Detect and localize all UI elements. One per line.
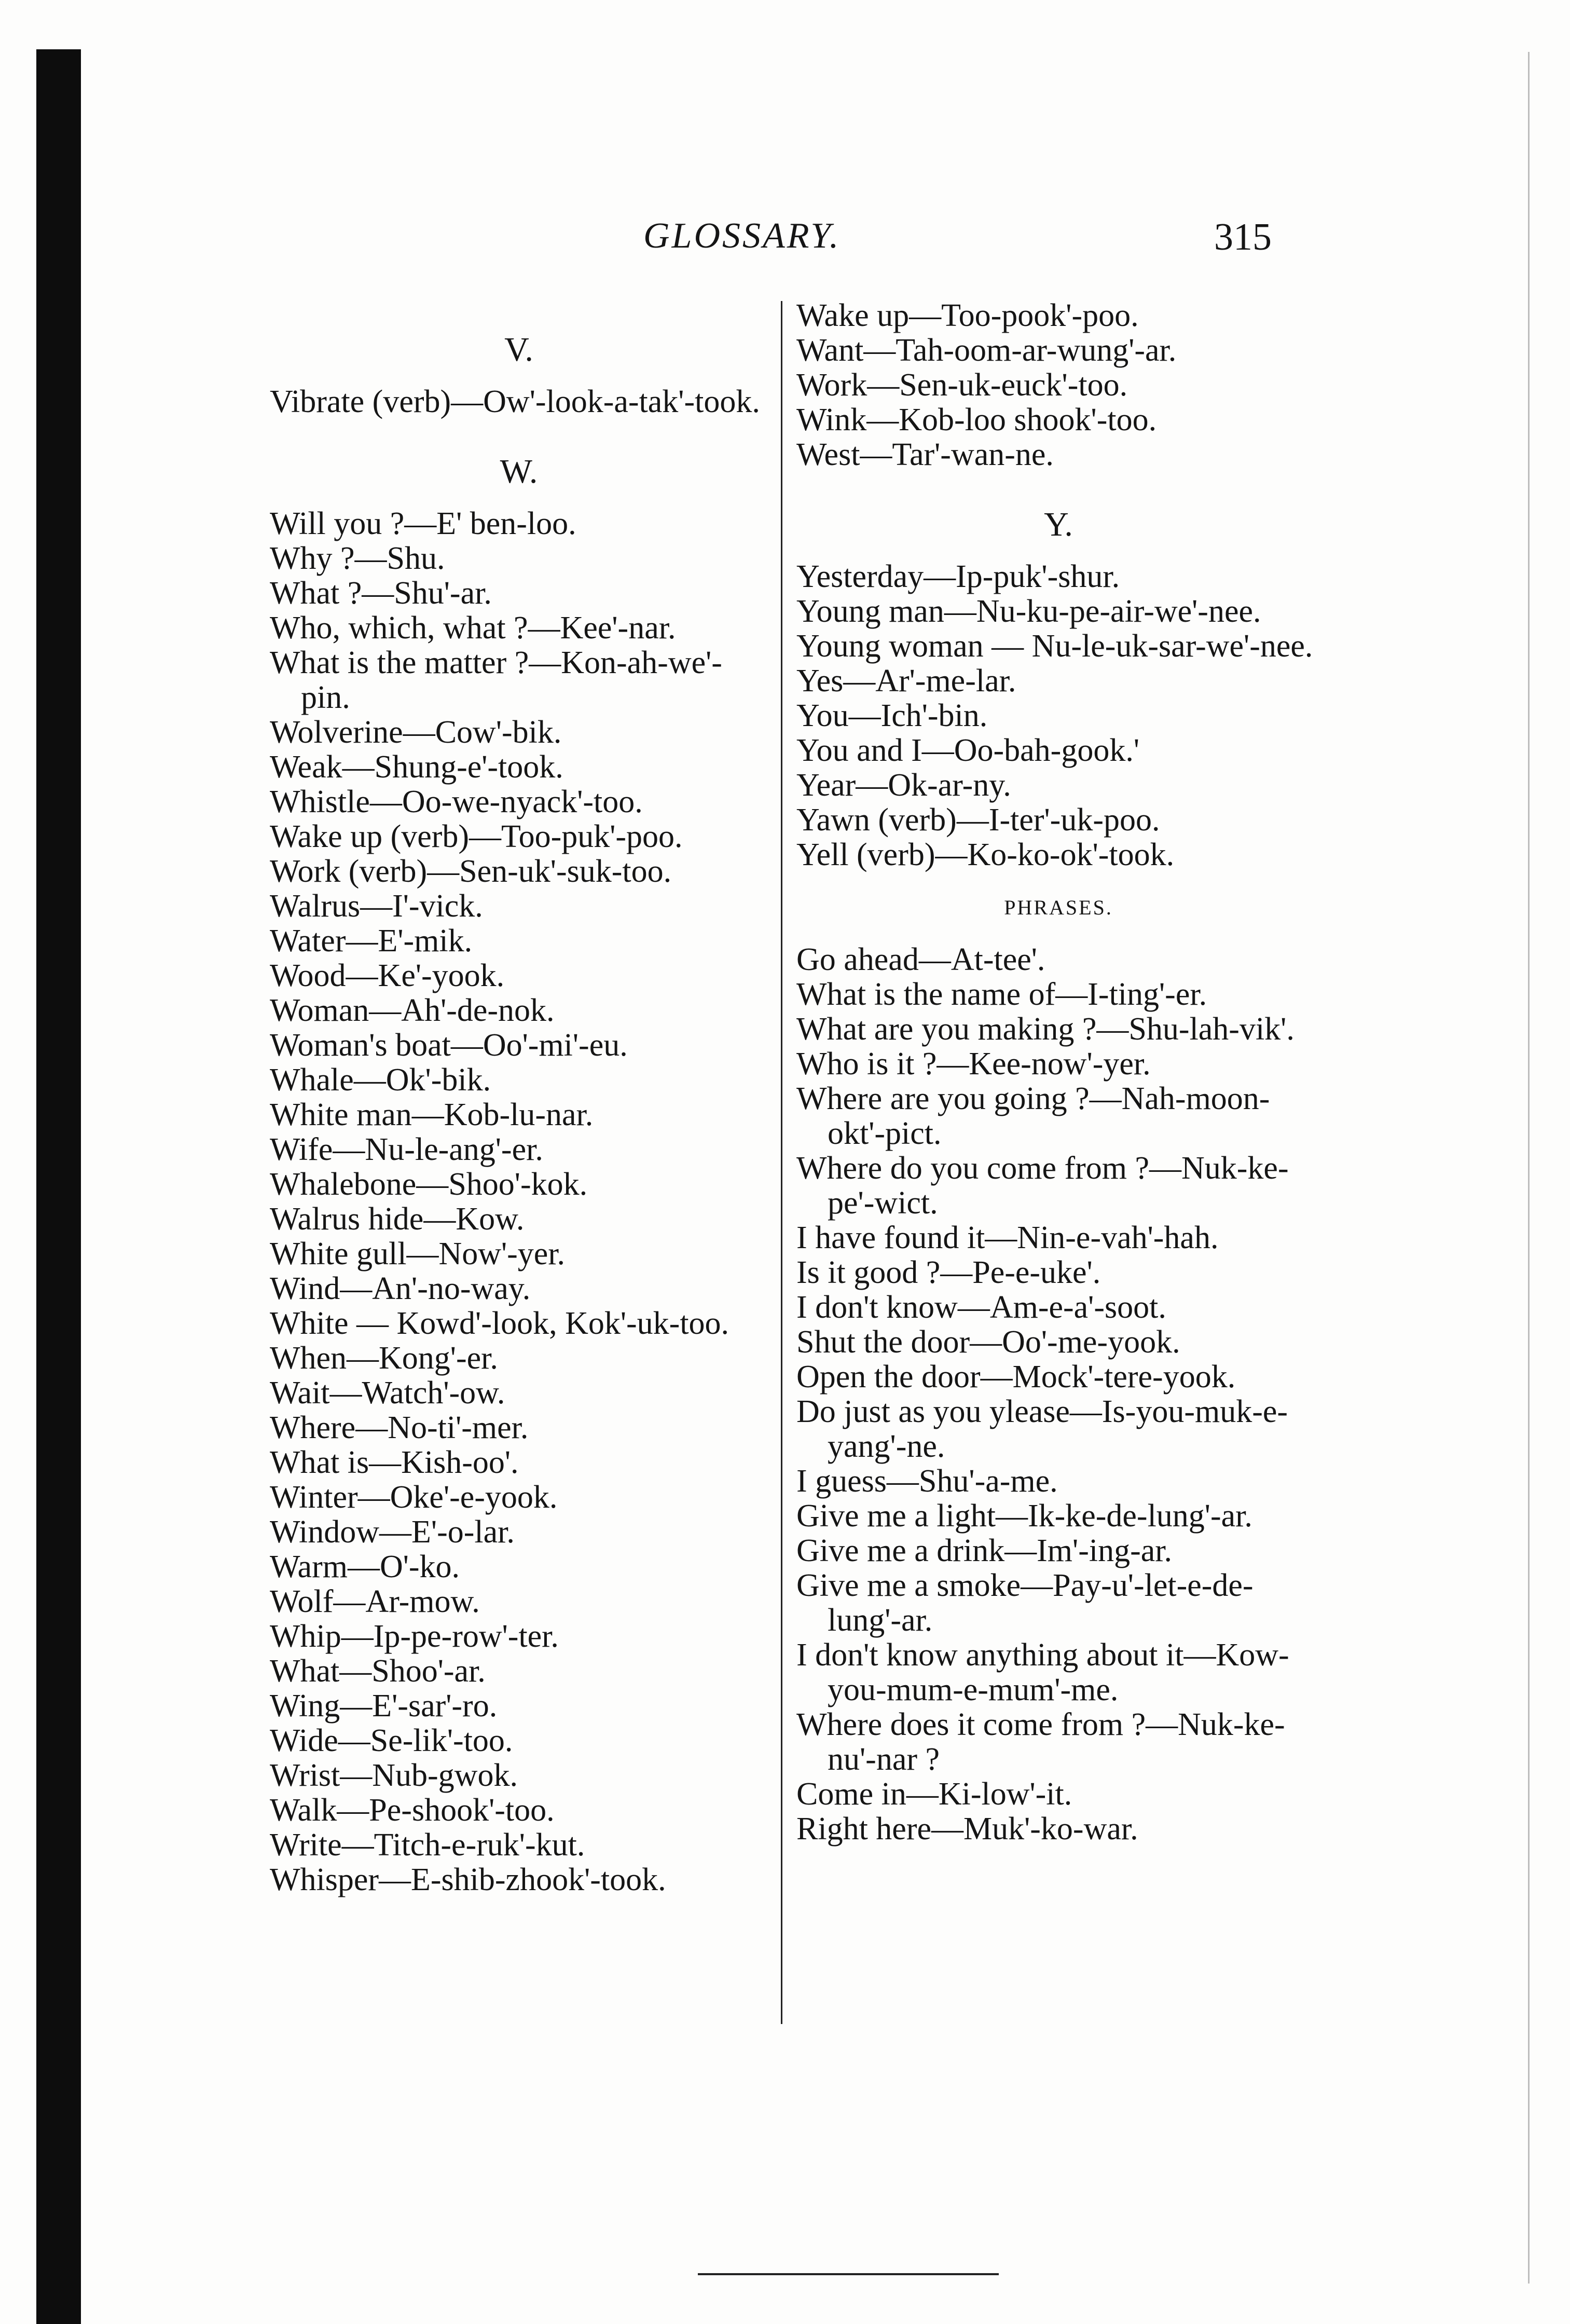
phrase-entry: Come in—Ki-low'-it. — [796, 1776, 1072, 1812]
w-continued-list — [796, 298, 1320, 472]
glossary-entry: Whale—Ok'-bik. — [270, 1062, 491, 1098]
glossary-entry: Wait—Watch'-ow. — [270, 1375, 505, 1411]
page-edge-line — [1528, 52, 1530, 2284]
glossary-entry: Work (verb)—Sen-uk'-suk-too. — [270, 854, 672, 889]
phrase-entry: Shut the door—Oo'-me-yook. — [796, 1324, 1180, 1360]
phrase-entry: I don't know—Am-e-a'-soot. — [796, 1290, 1166, 1325]
glossary-entry: Yawn (verb)—I-ter'-uk-poo. — [796, 802, 1160, 838]
glossary-entry: Wing—E'-sar'-ro. — [270, 1688, 498, 1724]
glossary-entry: Whisper—E-shib-zhook'-took. — [270, 1862, 666, 1897]
glossary-entry: What ?—Shu'-ar. — [270, 576, 492, 611]
column-divider — [781, 301, 782, 2024]
phrase-entry: Open the door—Mock'-tere-yook. — [796, 1359, 1236, 1395]
glossary-entry: Wolverine—Cow'-bik. — [270, 715, 562, 750]
glossary-entry: What is—Kish-oo'. — [270, 1445, 519, 1480]
phrase-entry: Is it good ?—Pe-e-uke'. — [796, 1255, 1101, 1290]
glossary-entry: Warm—O'-ko. — [270, 1549, 460, 1584]
w-entries-list — [270, 507, 768, 1897]
glossary-entry: Wife—Nu-le-ang'-er. — [270, 1132, 543, 1167]
phrase-entry: Go ahead—At-tee'. — [796, 942, 1045, 977]
glossary-entry: Young man—Nu-ku-pe-air-we'-nee. — [796, 594, 1261, 629]
phrase-entry: Who is it ?—Kee-now'-yer. — [796, 1046, 1151, 1082]
phrases-heading: PHRASES. — [1004, 896, 1113, 919]
glossary-entry: You—Ich'-bin. — [796, 698, 988, 733]
glossary-entry: Woman's boat—Oo'-mi'-eu. — [270, 1028, 628, 1063]
glossary-entry: Weak—Shung-e'-took. — [270, 749, 563, 785]
phrase-entry: I guess—Shu'-a-me. — [796, 1464, 1058, 1499]
phrase-entry: Give me a drink—Im'-ing-ar. — [796, 1533, 1172, 1568]
binding-shadow — [36, 49, 81, 2324]
phrase-entry: I don't know anything about it—Kow-you-mum-e-mum'-me. — [796, 1637, 1289, 1707]
glossary-entry: White man—Kob-lu-nar. — [270, 1097, 594, 1132]
glossary-entry: Yell (verb)—Ko-ko-ok'-took. — [796, 837, 1175, 872]
page-number: 315 — [1214, 216, 1272, 258]
phrase-entry: Give me a smoke—Pay-u'-let-e-de-lung'-ar. — [796, 1568, 1254, 1638]
glossary-entry: White — Kowd'-look, Kok'-uk-too. — [270, 1306, 729, 1341]
glossary-entry: Wolf—Ar-mow. — [270, 1584, 480, 1619]
glossary-entry: Where—No-ti'-mer. — [270, 1410, 529, 1445]
glossary-entry: Whistle—Oo-we-nyack'-too. — [270, 784, 643, 819]
glossary-entry: Whalebone—Shoo'-kok. — [270, 1167, 588, 1202]
glossary-entry: Woman—Ah'-de-nok. — [270, 993, 555, 1028]
glossary-entry: Yesterday—Ip-puk'-shur. — [796, 559, 1120, 594]
y-entries-list — [796, 559, 1320, 872]
glossary-entry: Wrist—Nub-gwok. — [270, 1758, 518, 1793]
phrase-entry: Right here—Muk'-ko-war. — [796, 1811, 1138, 1847]
phrase-entry: Give me a light—Ik-ke-de-lung'-ar. — [796, 1498, 1252, 1534]
glossary-entry: You and I—Oo-bah-gook.' — [796, 733, 1139, 768]
glossary-entry: What is the matter ?—Kon-ah-we'-pin. — [270, 645, 722, 715]
glossary-entry: Write—Titch-e-ruk'-kut. — [270, 1827, 585, 1863]
phrase-entry: Where are you going ?—Nah-moon-okt'-pict. — [796, 1081, 1270, 1151]
glossary-entry: Wake up—Too-pook'-poo. — [796, 298, 1139, 333]
glossary-entry: Want—Tah-oom-ar-wung'-ar. — [796, 333, 1177, 368]
phrase-entry: Where does it come from ?—Nuk-ke-nu'-nar ? — [796, 1707, 1285, 1777]
glossary-entry: Will you ?—E' ben-loo. — [270, 506, 576, 541]
glossary-entry: When—Kong'-er. — [270, 1341, 498, 1376]
glossary-entry: Who, which, what ?—Kee'-nar. — [270, 610, 676, 646]
glossary-entry: Walrus hide—Kow. — [270, 1201, 525, 1237]
phrase-entry: I have found it—Nin-e-vah'-hah. — [796, 1220, 1219, 1255]
bottom-rule — [698, 2273, 999, 2275]
glossary-entry: West—Tar'-wan-ne. — [796, 437, 1054, 472]
glossary-entry: Winter—Oke'-e-yook. — [270, 1480, 558, 1515]
section-letter-v: V. — [504, 331, 533, 368]
glossary-entry: Work—Sen-uk-euck'-too. — [796, 367, 1128, 403]
left-column — [270, 332, 768, 1897]
glossary-entry: White gull—Now'-yer. — [270, 1236, 566, 1272]
glossary-entry: Young woman — Nu-le-uk-sar-we'-nee. — [796, 628, 1313, 664]
glossary-entry: Wake up (verb)—Too-puk'-poo. — [270, 819, 683, 854]
glossary-entry: Vibrate (verb)—Ow'-look-a-tak'-took. — [270, 384, 760, 419]
glossary-entry: Window—E'-o-lar. — [270, 1514, 515, 1550]
glossary-entry: Yes—Ar'-me-lar. — [796, 663, 1016, 699]
glossary-entry: Wink—Kob-loo shook'-too. — [796, 402, 1157, 438]
glossary-entry: Wind—An'-no-way. — [270, 1271, 531, 1306]
section-letter-y: Y. — [1044, 505, 1073, 543]
glossary-entry: Walrus—I'-vick. — [270, 888, 483, 924]
glossary-entry: Whip—Ip-pe-row'-ter. — [270, 1619, 559, 1654]
phrase-entries-list — [796, 942, 1320, 1847]
glossary-entry: Why ?—Shu. — [270, 541, 445, 576]
glossary-entry: Wood—Ke'-yook. — [270, 958, 505, 993]
phrase-entry: Do just as you ylease—Is-you-muk-e-yang'-ne. — [796, 1394, 1288, 1464]
glossary-entry: Walk—Pe-shook'-too. — [270, 1793, 555, 1828]
glossary-entry: Year—Ok-ar-ny. — [796, 768, 1011, 803]
glossary-entry: Water—E'-mik. — [270, 923, 473, 959]
right-column — [796, 298, 1320, 1847]
glossary-entry: What—Shoo'-ar. — [270, 1653, 486, 1689]
running-title: GLOSSARY. — [643, 216, 841, 256]
phrase-entry: What are you making ?—Shu-lah-vik'. — [796, 1011, 1294, 1047]
phrase-entry: Where do you come from ?—Nuk-ke-pe'-wict. — [796, 1151, 1289, 1221]
glossary-entry: Wide—Se-lik'-too. — [270, 1723, 513, 1758]
section-letter-w: W. — [500, 453, 538, 490]
phrase-entry: What is the name of—I-ting'-er. — [796, 977, 1207, 1012]
